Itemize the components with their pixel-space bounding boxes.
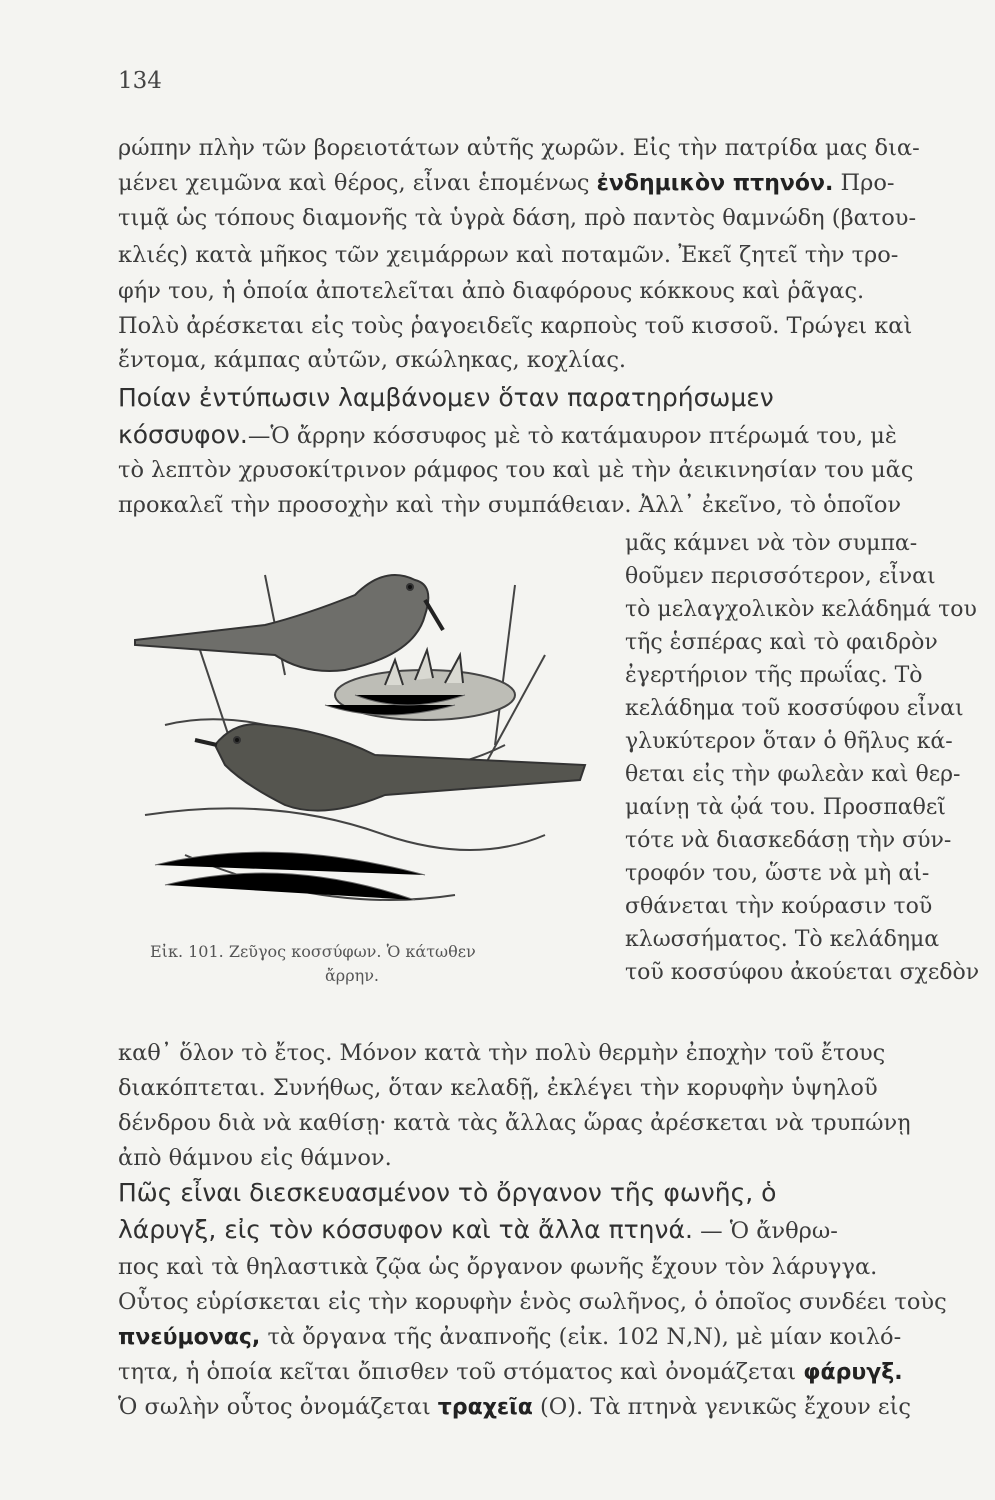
page-number: 134 <box>118 68 162 94</box>
text-line: τὸ μελαγχολικὸν κελάδημά του <box>625 597 977 622</box>
text-line: κλιές) κατὰ μῆκος τῶν χειμάρρων καὶ ποταμῶν. Ἐκεῖ ζητεῖ τὴν τρο- <box>118 242 899 268</box>
text-line: γλυκύτερον ὅταν ὁ θῆλυς κά- <box>625 729 953 754</box>
text-line: Ὁ σωλὴν οὗτος ὀνομάζεται τραχεῖα (Ο). Τὰ πτηνὰ γενικῶς ἔχουν εἰς <box>118 1394 911 1420</box>
bold-term: ἐνδημικὸν πτηνόν. <box>596 171 834 196</box>
text-line: κελάδημα τοῦ κοσσύφου εἶναι <box>625 696 964 721</box>
text-line: θεται εἰς τὴν φωλεὰν καὶ θερ- <box>625 762 961 787</box>
section-heading: Πῶς εἶναι διεσκευασμένον τὸ ὄργανον τῆς φωνῆς, ὁ <box>118 1178 777 1207</box>
text-line: τῆς ἑσπέρας καὶ τὸ φαιδρὸν <box>625 630 938 655</box>
text-line: τροφόν του, ὥστε νὰ μὴ αἰ- <box>625 861 930 886</box>
bird-upper <box>135 575 443 671</box>
text-line: ἔντομα, κάμπας αὐτῶν, σκώληκας, κοχλίας. <box>118 347 627 373</box>
caption-line: ἄρρην. <box>325 966 380 985</box>
text-line: τητα, ἡ ὁποία κεῖται ὄπισθεν τοῦ στόματος καὶ ὀνομάζεται φάρυγξ. <box>118 1359 903 1385</box>
text-line: ἀπὸ θάμνου εἰς θάμνον. <box>118 1145 392 1171</box>
bird-lower <box>195 724 585 810</box>
section-heading-cont: κόσσυφον. <box>118 420 248 449</box>
section-heading-cont: λάρυγξ, εἰς τὸν κόσσυφον καὶ τὰ ἄλλα πτηνά. <box>118 1215 693 1244</box>
text-line: μᾶς κάμνει νὰ τὸν συμπα- <box>625 531 918 556</box>
text-line: καθ᾽ ὅλον τὸ ἔτος. Μόνον κατὰ τὴν πολὺ θερμὴν ἐποχὴν τοῦ ἔτους <box>118 1040 886 1066</box>
bold-term: πνεύμονας, <box>118 1325 261 1350</box>
text-line: πνεύμονας, τὰ ὄργανα τῆς ἀναπνοῆς (εἰκ. 102 Ν,Ν), μὲ μίαν κοιλό- <box>118 1324 902 1350</box>
text-line: προκαλεῖ τὴν προσοχὴν καὶ τὴν συμπάθειαν. Ἀλλ᾽ ἐκεῖνο, τὸ ὁποῖον <box>118 492 902 518</box>
text-line: σθάνεται τὴν κούρασιν τοῦ <box>625 894 933 919</box>
text-line: μένει χειμῶνα καὶ θέρος, εἶναι ἑπομένως ἐνδημικὸν πτηνόν. Προ- <box>118 170 895 196</box>
text-line: τοῦ κοσσύφου ἀκούεται σχεδὸν <box>625 960 980 985</box>
text-line: κλωσσήματος. Τὸ κελάδημα <box>625 927 940 952</box>
text-line: τιμᾷ ὡς τόπους διαμονῆς τὰ ὑγρὰ δάση, πρὸ παντὸς θαμνώδη (βατου- <box>118 205 917 231</box>
bold-term: φάρυγξ. <box>803 1360 903 1385</box>
text-line: Πολὺ ἀρέσκεται εἰς τοὺς ῥαγοειδεῖς καρποὺς τοῦ κισσοῦ. Τρώγει καὶ <box>118 313 913 339</box>
blackbird-pair-illustration <box>125 555 595 930</box>
caption-line: Εἰκ. 101. Ζεῦγος κοσσύφων. Ὁ κάτωθεν <box>150 942 476 961</box>
text-line: κόσσυφον.—Ὁ ἄρρην κόσσυφος μὲ τὸ κατάμαυρον πτέρωμά του, μὲ <box>118 420 897 449</box>
text-line: λάρυγξ, εἰς τὸν κόσσυφον καὶ τὰ ἄλλα πτηνά. — Ὁ ἄνθρω- <box>118 1215 838 1244</box>
text-line: φήν του, ἡ ὁποία ἀποτελεῖται ἀπὸ διαφόρους κόκκους καὶ ῥᾶγας. <box>118 278 865 304</box>
text-line: μαίνῃ τὰ ᾠά του. Προσπαθεῖ <box>625 795 946 820</box>
text-line: τότε νὰ διασκεδάσῃ τὴν σύν- <box>625 828 952 853</box>
text-line: πος καὶ τὰ θηλαστικὰ ζῷα ὡς ὄργανον φωνῆς ἔχουν τὸν λάρυγγα. <box>118 1254 878 1280</box>
text-line: θοῦμεν περισσότερον, εἶναι <box>625 564 936 589</box>
bold-term: τραχεῖα <box>437 1395 533 1420</box>
text-line: ρώπην πλὴν τῶν βορειοτάτων αὐτῆς χωρῶν. Εἰς τὴν πατρίδα μας δια- <box>118 135 920 161</box>
figure-caption <box>150 940 600 988</box>
text-line: τὸ λεπτὸν χρυσοκίτρινον ράμφος του καὶ μὲ τὴν ἀεικινησίαν του μᾶς <box>118 457 914 483</box>
text-line: ἐγερτήριον τῆς πρωΐας. Τὸ <box>625 663 923 688</box>
side-column <box>625 527 980 989</box>
section-heading: Ποίαν ἐντύπωσιν λαμβάνομεν ὅταν παρατηρήσωμεν <box>118 383 774 412</box>
text-line: Οὗτος εὑρίσκεται εἰς τὴν κορυφὴν ἑνὸς σωλῆνος, ὁ ὁποῖος συνδέει τοὺς <box>118 1289 947 1315</box>
text-line: δένδρου διὰ νὰ καθίσῃ· κατὰ τὰς ἄλλας ὥρας ἀρέσκεται νὰ τρυπώνῃ <box>118 1110 911 1136</box>
text-line: διακόπτεται. Συνήθως, ὅταν κελαδῇ, ἐκλέγει τὴν κορυφὴν ὑψηλοῦ <box>118 1075 878 1101</box>
